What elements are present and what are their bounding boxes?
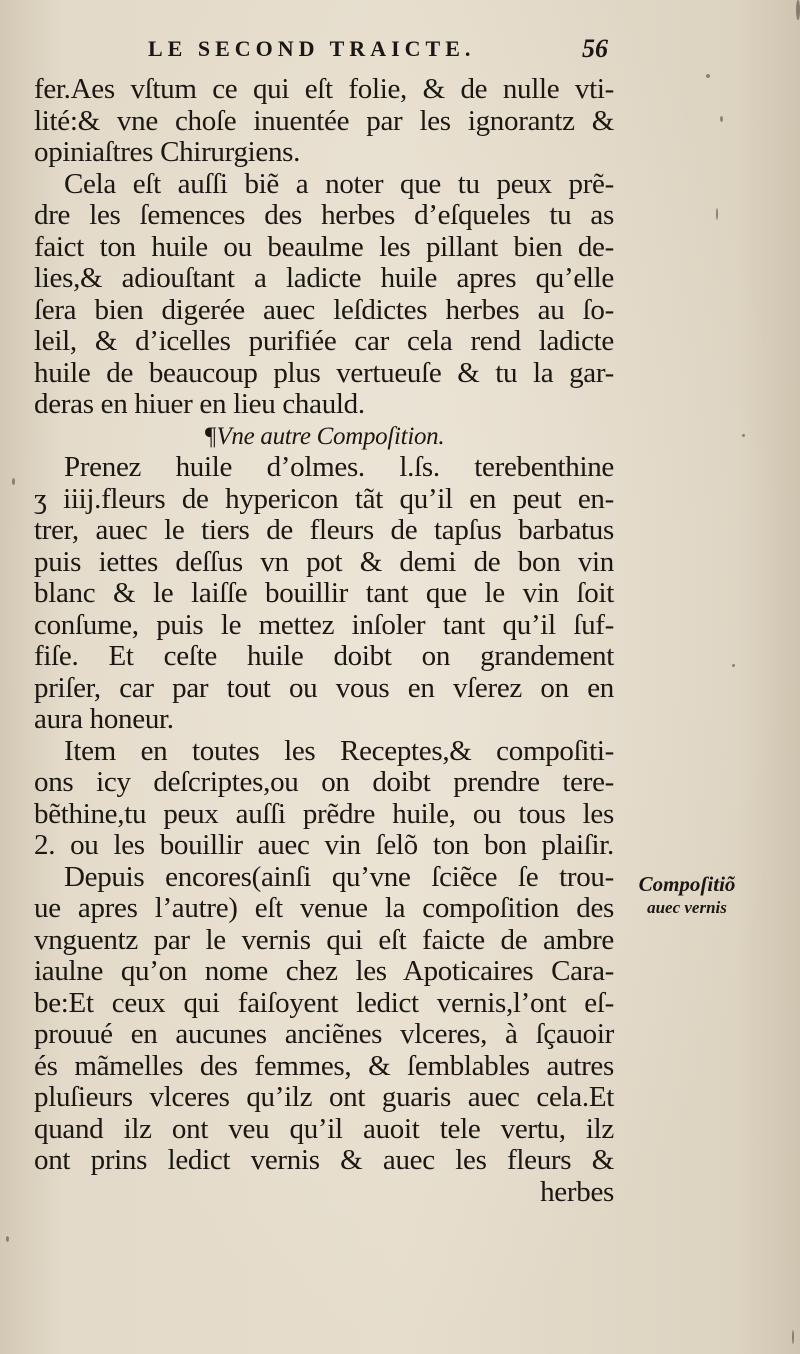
margin-note-title: Compoſitiõ [638,872,736,896]
text-line: faict ton huile ou beaulme les pillant bien de- [34,230,614,263]
text-line: deras en hiuer en lieu chauld. [34,388,365,420]
margin-note [612,872,762,920]
text-line: dre les ſemences des herbes d’eſqueles tu as [34,199,614,231]
text-line: huile de beaucoup plus vertueuſe & tu la gar- [34,356,614,389]
text-line: lies,& adiouſtant a ladicte huile apres qu’elle [34,262,614,294]
text-line: 2. ou les bouillir auec vin ſelõ ton bon plaiſir. [34,829,614,861]
section-heading: ¶Vne autre Compoſition. [203,422,445,450]
text-line: ons icy deſcriptes,ou on doibt prendre tere- [34,766,614,798]
running-head: LE SECOND TRAICTE. [148,36,476,61]
text-line: leil, & d’icelles purifiée car cela rend ladicte [34,325,614,357]
text-line: bẽthine,tu peux auſſi prẽdre huile, ou tous les [34,797,614,830]
text-line: be:Et ceux qui faiſoyent ledict vernis,l’ont eſ- [34,986,614,1019]
text-line: Cela eſt auſſi biẽ a noter que tu peux prẽ- [64,167,614,200]
text-line: ʒ iiij.fleurs de hypericon tãt qu’il en peut en- [34,482,614,515]
page-header [148,36,608,72]
text-line: prouué en aucunes anciẽnes vlceres, à ſçauoir [34,1018,614,1050]
text-line: blanc & le laiſſe bouillir tant que le vin ſoit [34,577,614,609]
text-line: ue apres l’autre) eſt venue la compoſition des [34,892,614,924]
text-line: priſer, car par tout ou vous en vſerez on en [34,671,614,704]
folio-number: 56 [582,34,608,63]
text-line: opiniaſtres Chirurgiens. [34,136,301,168]
text-line: ſera bien digerée auec leſdictes herbes au ſo- [34,293,614,326]
text-line: pluſieurs vlceres qu’ilz ont guaris auec cela.Et [34,1081,614,1113]
text-line: trer, auec le tiers de fleurs de tapſus barbatus [34,514,614,546]
text-line: lité:& vne choſe inuentée par les ignorantz & [34,104,614,137]
text-line: iaulne qu’on nome chez les Apoticaires Cara- [34,955,614,987]
text-line: Prenez huile d’olmes. l.ſs. terebenthine [64,451,614,483]
text-line: puis iettes deſſus vn pot & demi de bon vin [34,545,614,578]
text-line: fer.Aes vſtum ce qui eſt folie, & de nulle vti- [34,73,614,105]
text-line: Depuis encores(ainſi qu’vne ſciẽce ſe trou- [64,860,614,893]
text-line: aura honeur. [34,703,174,735]
text-line: quand ilz ont veu qu’il auoit tele vertu, ilz [34,1112,614,1145]
text-line: fiſe. Et ceſte huile doibt on grandement [34,640,614,672]
body-text [34,74,614,1208]
text-line: Item en toutes les Receptes,& compoſiti- [64,734,614,767]
text-line: vnguentz par le vernis qui eſt faicte de ambre [34,923,614,956]
text-line: conſume, puis le mettez inſoler tant qu’il ſuf- [34,608,614,641]
text-line: ont prins ledict vernis & auec les fleurs & [34,1144,614,1176]
margin-note-subtitle: auec vernis [647,898,727,917]
text-line: és mãmelles des femmes, & ſemblables autres [34,1049,614,1082]
catchword: herbes [540,1175,614,1208]
